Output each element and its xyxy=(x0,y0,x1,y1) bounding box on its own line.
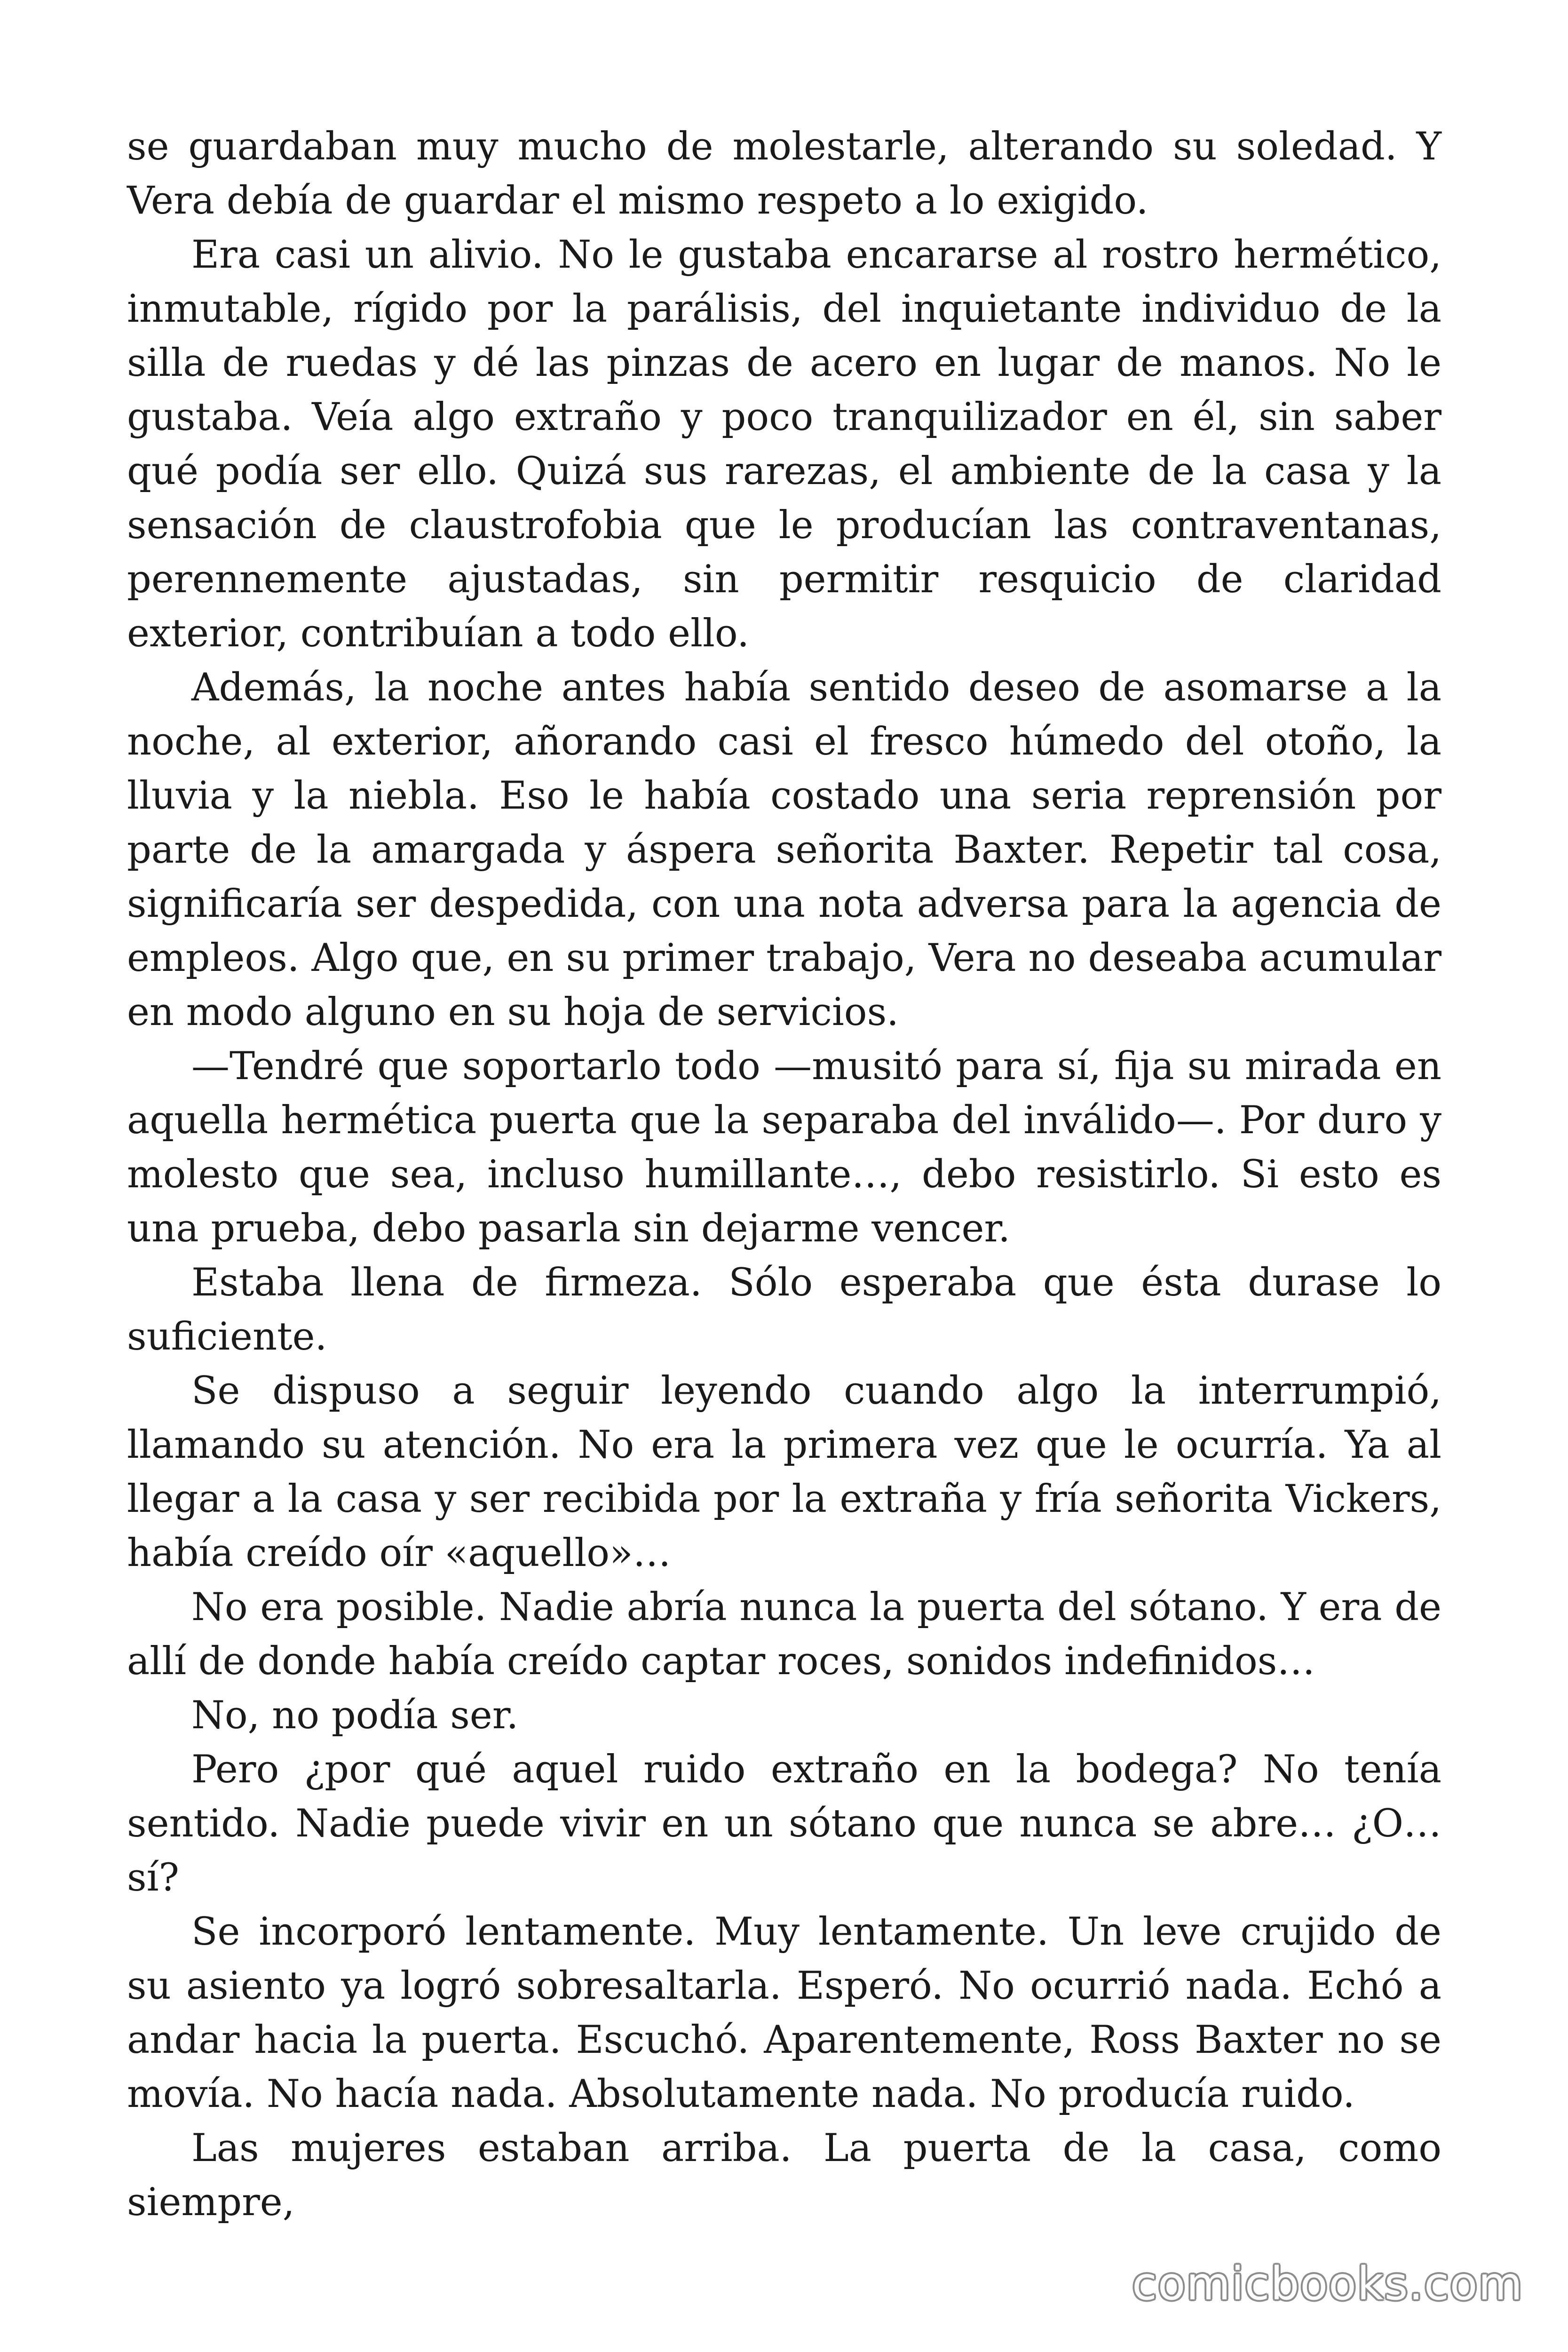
paragraph: No, no podía ser. xyxy=(191,1693,519,1738)
page-body xyxy=(127,120,1441,2230)
paragraph: Pero ¿por qué aquel ruido extraño en la bodega? No tenía sentido. Nadie puede vivir en un sótano que nunca se abre… ¿O… sí? xyxy=(127,1748,1441,1900)
paragraph: No era posible. Nadie abría nunca la puerta del sótano. Y era de allí de donde había creído captar roces, sonidos indefinidos… xyxy=(127,1585,1441,1684)
paragraph-dialogue: —Tendré que soportarlo todo —musitó para sí, fija su mirada en aquella hermética puerta que la separaba del inválido—. Por duro y molesto que sea, incluso humillante…, debo resistirlo. Si esto es una prueba, debo pasarla sin dejarme vencer. xyxy=(127,1044,1441,1251)
paragraph-continuation: se guardaban muy mucho de molestarle, alterando su soledad. Y Vera debía de guardar el mismo respeto a lo exigido. xyxy=(127,125,1441,223)
paragraph: Se incorporó lentamente. Muy lentamente. Un leve crujido de su asiento ya logró sobresaltarla. Esperó. No ocurrió nada. Echó a andar hacia la puerta. Escuchó. Aparentemente, Ross Baxter no se movía. No hacía nada. Absolutamente nada. No producía ruido. xyxy=(127,1910,1441,2116)
paragraph: Se dispuso a seguir leyendo cuando algo la interrumpió, llamando su atención. No era la primera vez que le ocurría. Ya al llegar a la casa y ser recibida por la extraña y fría señorita Vickers, había creído oír «aquello»… xyxy=(127,1369,1441,1575)
paragraph: Era casi un alivio. No le gustaba encararse al rostro hermético, inmutable, rígido por la parálisis, del inquietante individuo de la silla de ruedas y dé las pinzas de acero en lugar de manos. No le gustaba. Veía algo extraño y poco tranquilizador en él, sin saber qué podía ser ello. Quizá sus rarezas, el ambiente de la casa y la sensación de claustrofobia que le producían las contraventanas, perennemente ajustadas, sin permitir resquicio de claridad exterior, contribuían a todo ello. xyxy=(127,233,1441,656)
paragraph: Las mujeres estaban arriba. La puerta de la casa, como siempre, xyxy=(127,2126,1441,2225)
paragraph: Además, la noche antes había sentido deseo de asomarse a la noche, al exterior, añorando casi el fresco húmedo del otoño, la lluvia y la niebla. Eso le había costado una seria reprensión por parte de la amargada y áspera señorita Baxter. Repetir tal cosa, significaría ser despedida, con una nota adversa para la agencia de empleos. Algo que, en su primer trabajo, Vera no deseaba acumular en modo alguno en su hoja de servicios. xyxy=(127,666,1441,1034)
watermark-logo: comicbooks.com xyxy=(1132,2257,1523,2310)
paragraph: Estaba llena de firmeza. Sólo esperaba que ésta durase lo suficiente. xyxy=(127,1261,1441,1359)
